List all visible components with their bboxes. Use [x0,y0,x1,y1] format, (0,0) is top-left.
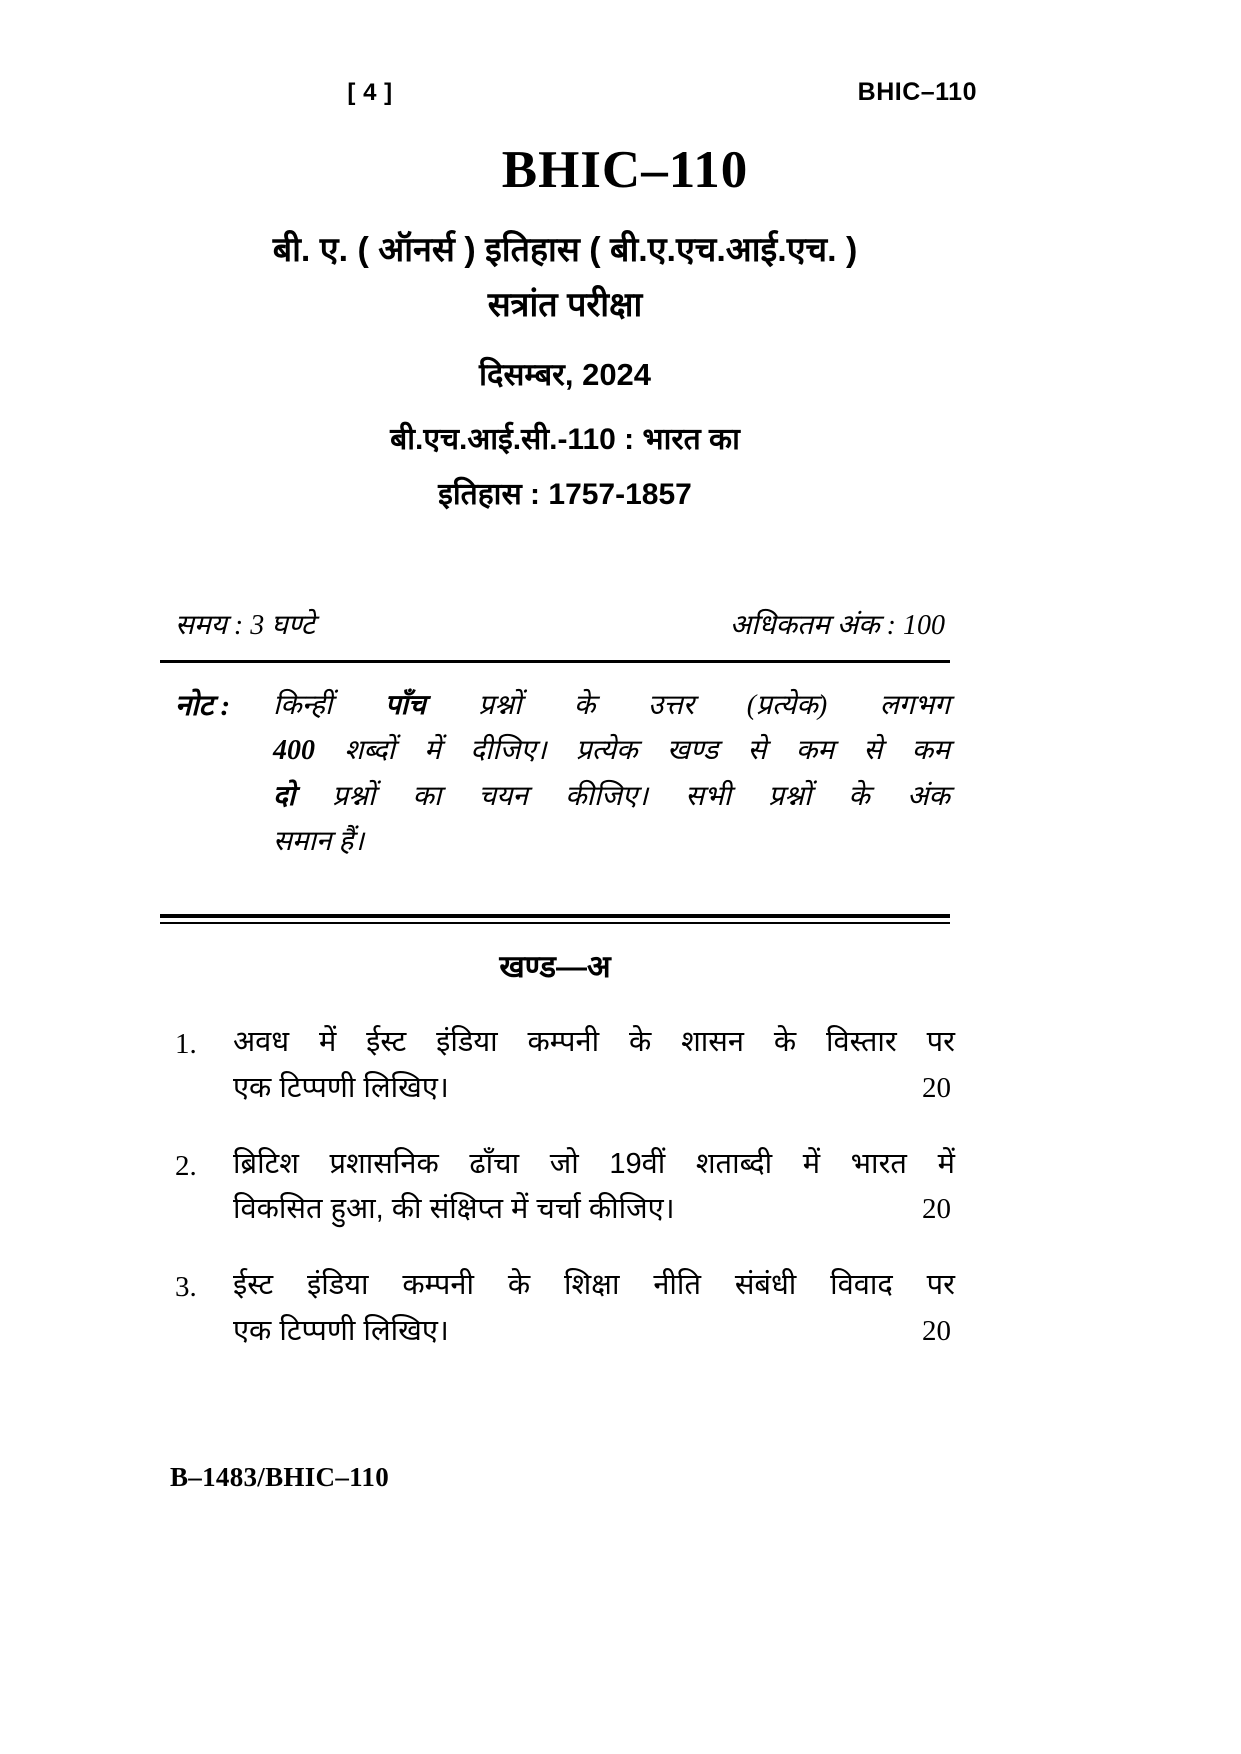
question-word: कम्पनी [402,1269,475,1302]
question-last-line [233,1066,955,1112]
question-item [175,1263,955,1355]
question-text-line [233,1142,955,1188]
question-word: अवध [233,1026,290,1058]
note-w: दीजिए। [470,735,547,767]
question-word: पर [926,1269,955,1302]
question-word: में [937,1147,955,1180]
question-word: इंडिया [306,1269,369,1302]
note-top-rule [160,660,950,663]
question-text-line: एक टिप्पणी लिखिए। [233,1071,449,1104]
note-w: कीजिए। [565,780,649,812]
question-word: ब्रिटिश [233,1147,299,1180]
question-word: विवाद [830,1269,893,1302]
question-body [233,1020,955,1112]
question-word: के [507,1269,531,1302]
question-word: भारत [850,1147,907,1180]
question-number: 1. [175,1028,197,1060]
note-w: के [573,690,596,721]
question-word: शिक्षा [563,1269,620,1302]
question-word: इंडिया [436,1026,498,1058]
note-w: समान हैं। [273,826,364,858]
question-word: पर [926,1026,955,1058]
question-body [233,1142,955,1234]
question-body [233,1263,955,1355]
question-word: में [802,1147,821,1180]
question-word: ढाँचा [469,1147,520,1180]
question-word: के [773,1026,797,1058]
note-w: शब्दों [344,735,395,767]
question-word: 19वीं [609,1147,666,1180]
subject-line-1: बी.एच.आई.सी.-110 : भारत का [390,422,740,456]
note-w: (प्रत्येक) [746,690,828,721]
note-w: सभी [685,780,732,812]
question-number: 2. [175,1149,197,1182]
question-word: में [318,1026,337,1058]
note-w: कम [795,735,835,767]
programme-line-1: बी. ए. ( ऑनर्स ) इतिहास ( बी.ए.एच.आई.एच. ) [272,231,858,269]
question-word: के [628,1026,652,1058]
note-w: प्रश्नों [332,780,376,812]
note-w: में [424,735,441,767]
question-word: शासन [681,1026,745,1058]
programme-line-2: सत्रांत परीक्षा [487,286,643,325]
question-word: जो [549,1147,579,1180]
question-item [175,1020,955,1112]
maximum-marks: अधिकतम अंक : 100 [729,610,945,641]
note-w: चयन [478,780,528,812]
note-label: नोट : [175,690,231,722]
question-word: संबंधी [734,1269,797,1302]
note-w: खण्ड [667,735,719,767]
question-word: शताब्दी [695,1147,773,1180]
question-text-line [233,1263,955,1309]
note-w: से [863,735,883,767]
question-text-line: एक टिप्पणी लिखिए। [233,1315,449,1348]
question-last-line [233,1309,955,1355]
note-block [175,683,950,864]
question-marks: 20 [922,1071,951,1104]
note-w: प्रश्नों [478,690,522,721]
note-w: का [412,780,442,812]
question-number: 3. [175,1271,197,1304]
exam-meta-row [175,605,955,643]
running-header [175,78,1065,107]
exam-session: दिसम्बर, 2024 [478,356,652,392]
subject-line-2: इतिहास : 1757-1857 [438,477,692,511]
paper-code: BHIC–110 [501,141,749,199]
section-heading: खण्ड—अ [499,949,611,984]
question-word: प्रशासनिक [329,1147,439,1180]
question-word: ईस्ट [366,1026,407,1058]
question-marks: 20 [922,1315,951,1348]
note-w: अंक [907,780,950,812]
question-text-line: विकसित हुआ, की संक्षिप्त में चर्चा कीजिए। [233,1193,675,1226]
note-w-emph: दो [273,780,296,812]
question-word: कम्पनी [527,1026,600,1058]
section-rule-lower [160,922,950,924]
section-rule-upper [160,914,950,918]
question-marks: 20 [922,1193,951,1226]
question-last-line [233,1187,955,1233]
question-word: ईस्ट [233,1269,274,1302]
page-number: [ 4 ] [347,79,393,106]
question-text-line [233,1020,955,1066]
note-w: उत्तर [648,690,695,721]
note-w: प्रत्येक [575,735,638,767]
question-word: नीति [653,1269,701,1302]
note-w: के [848,780,870,812]
exam-duration: समय : 3 घण्टे [175,610,315,641]
note-w: किन्हीं [273,690,333,721]
title-block [170,140,960,513]
footer-imprint: B–1483/BHIC–110 [170,1462,390,1492]
note-text [271,683,950,864]
question-item [175,1142,955,1234]
note-w-emph: 400 [273,735,315,767]
note-w: लगभग [879,690,950,721]
header-course-code: BHIC–110 [857,78,977,106]
note-w-emph: पाँच [384,690,426,721]
question-list [175,1020,955,1385]
question-word: विस्तार [825,1026,897,1058]
note-w: कम [911,735,950,767]
note-w: प्रश्नों [768,780,812,812]
note-w: से [747,735,767,767]
